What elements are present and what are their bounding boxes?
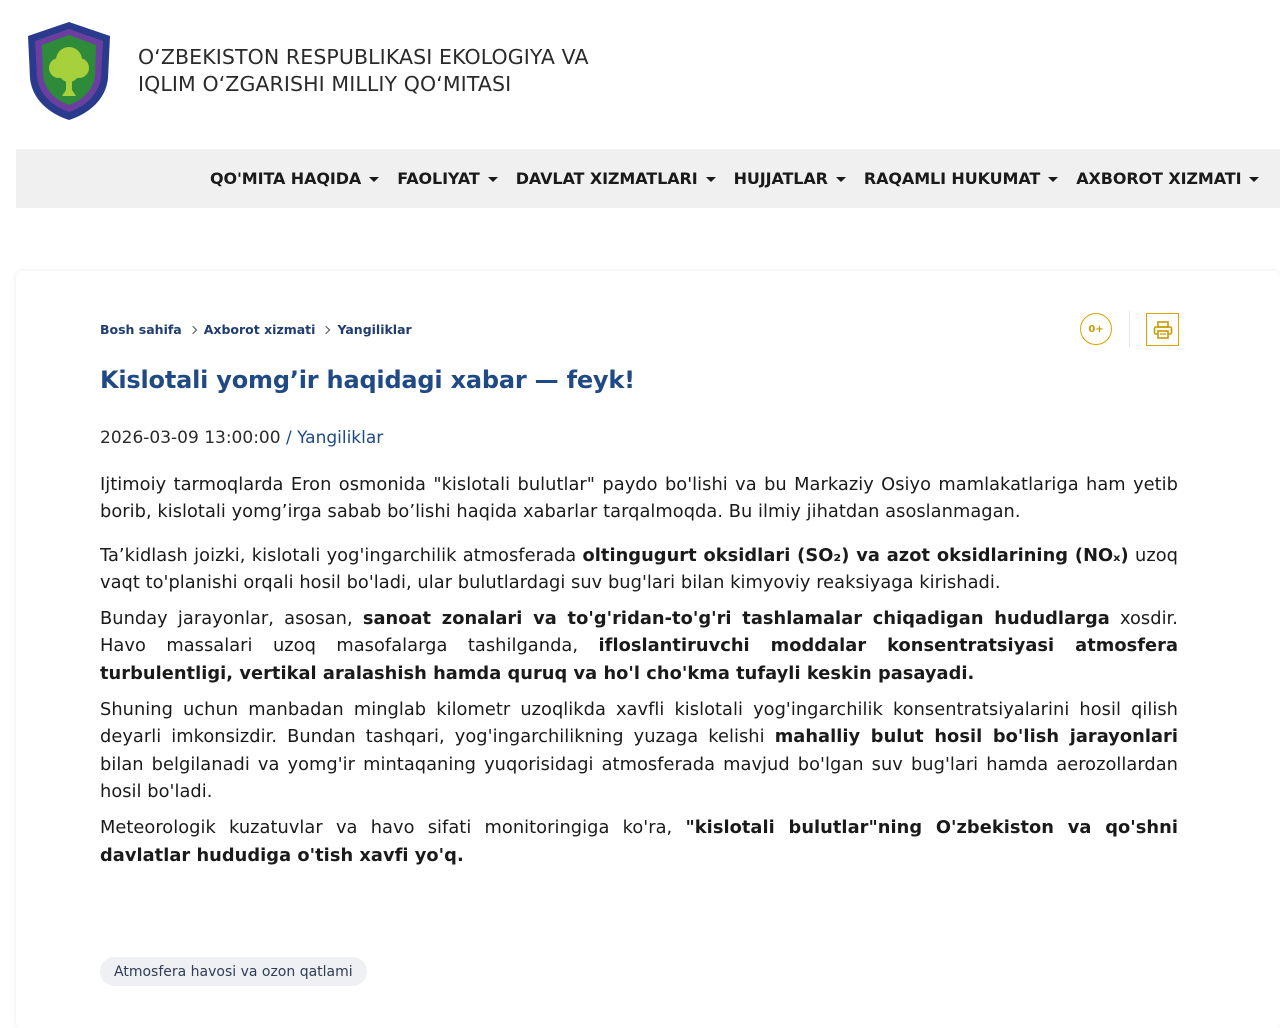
text-segment: Meteorologik kuzatuvlar va havo sifati monitoringiga ko'ra,: [100, 817, 686, 839]
paragraph-1: Ijtimoiy tarmoqlarda Eron osmonida "kislotali bulutlar" paydo bo'lishi va bu Markaziy Osiyo mamlakatlariga ham yetib borib, kislotali yomg’irga sabab bo’lishi haqida xabarlar tarqalmoqda. Bu ilmiy jihatdan asoslanmagan.: [100, 474, 1178, 523]
chevron-right-icon: [322, 325, 330, 333]
bold-segment: "kislotali bulutlar"ning O'zbekiston va qo'shni davlatlar hududiga o'tish xavfi yo'q.: [100, 817, 1178, 866]
bold-segment: oltingugurt oksidlari (SO₂) va azot oksidlarining (NOₓ): [582, 544, 1129, 566]
article-datetime: 2026-03-09 13:00:00: [100, 428, 281, 448]
caret-down-icon: [836, 177, 846, 182]
article-body: [100, 471, 1178, 878]
article-meta: [100, 428, 383, 448]
nav-list: [210, 149, 1277, 208]
breadcrumb-home[interactable]: Bosh sahifa: [100, 322, 182, 337]
nav-label: QO'MITA HAQIDA: [210, 169, 362, 188]
article-category-link[interactable]: Yangiliklar: [297, 428, 384, 448]
bold-segment: mahalliy bulut hosil bo'lish jarayonlari: [774, 726, 1178, 748]
org-title[interactable]: [138, 44, 589, 98]
breadcrumb-axborot-xizmati[interactable]: Axborot xizmati: [203, 322, 316, 337]
bold-segment: sanoat zonalari va to'g'ridan-to'g'ri tashlamalar chiqadigan hududlarga: [362, 608, 1110, 630]
caret-down-icon: [1249, 177, 1259, 182]
text-segment: Shuning uchun manbadan minglab kilometr uzoqlikda xavfli kislotali yog'ingarchilik konsentratsiyalarini hosil qilish deyarli imkonsizdir. Bundan tashqari, yog'ingarchilikning yuzaga kelishi: [100, 699, 1178, 748]
print-button[interactable]: [1146, 313, 1179, 346]
bold-segment: ifloslantiruvchi moddalar konsentratsiyasi atmosfera turbulentligi, vertikal aralashish hamda quruq va ho'l cho'kma tufayli keskin pasayadi.: [100, 635, 1179, 684]
org-title-line1: O‘ZBEKISTON RESPUBLIKASI EKOLOGIYA VA: [138, 45, 589, 69]
paragraph-3: [100, 605, 1178, 687]
caret-down-icon: [706, 177, 716, 182]
paragraph-2: [100, 542, 1178, 597]
printer-icon: [1153, 321, 1173, 339]
nav-label: DAVLAT XIZMATLARI: [515, 169, 698, 188]
paragraph-4: [100, 696, 1178, 805]
text-segment: uzoq vaqt to'planishi orqali hosil bo'ladi, ular bulutlardagi suv bug'lari bilan kimyoviy reaksiyaga kirishadi.: [100, 544, 1179, 593]
nav-item-hujjatlar[interactable]: [734, 169, 846, 188]
site-header: [0, 0, 1280, 150]
caret-down-icon: [369, 177, 379, 182]
meta-separator: /: [280, 428, 298, 448]
text-segment: bilan belgilanadi va yomg'ir mintaqaning yuqorisidagi atmosferada mavjud bo'lgan suv bug'lari hamda aerozollardan hosil bo'ladi.: [100, 753, 1178, 802]
nav-item-axborot-xizmati[interactable]: [1076, 169, 1259, 188]
article-title: Kislotali yomg’ir haqidagi xabar — feyk!: [100, 366, 635, 394]
nav-label: HUJJATLAR: [733, 169, 828, 188]
main-navbar: [16, 149, 1280, 208]
breadcrumb: [100, 322, 412, 337]
toolbar-divider: [1129, 311, 1130, 347]
tree-shield-logo[interactable]: [26, 20, 112, 122]
age-rating-badge: 0+: [1080, 313, 1112, 345]
nav-item-qomita-haqida[interactable]: [210, 169, 379, 188]
chevron-right-icon: [189, 325, 197, 333]
text-segment: xosdir. Havo massalari uzoq masofalarga tashilganda,: [100, 608, 1178, 657]
nav-label: RAQAMLI HUKUMAT: [863, 169, 1041, 188]
nav-label: FAOLIYAT: [397, 169, 480, 188]
paragraph-5: [100, 814, 1178, 869]
nav-label: AXBOROT XIZMATI: [1076, 169, 1242, 188]
text-segment: Bunday jarayonlar, asosan,: [100, 608, 363, 630]
text-segment: Ta’kidlash joizki, kislotali yog'ingarchilik atmosferada: [100, 544, 583, 566]
nav-item-raqamli-hukumat[interactable]: [864, 169, 1058, 188]
tag-atmosfera-havosi[interactable]: Atmosfera havosi va ozon qatlami: [100, 957, 367, 986]
nav-item-faoliyat[interactable]: [397, 169, 498, 188]
nav-item-davlat-xizmatlari[interactable]: [516, 169, 716, 188]
org-title-line2: IQLIM O‘ZGARISHI MILLIY QO‘MITASI: [138, 72, 512, 96]
breadcrumb-yangiliklar[interactable]: Yangiliklar: [337, 322, 412, 337]
caret-down-icon: [1048, 177, 1058, 182]
caret-down-icon: [488, 177, 498, 182]
